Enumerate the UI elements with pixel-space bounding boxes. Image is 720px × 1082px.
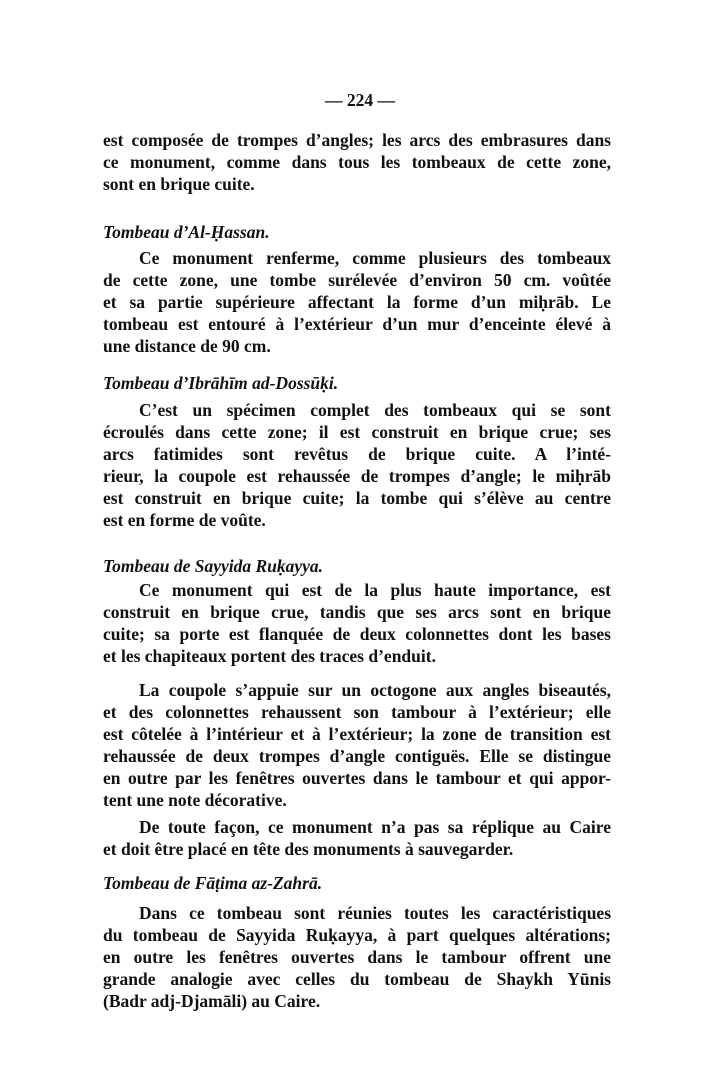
page-number: — 224 —: [325, 90, 395, 110]
paragraph: [103, 816, 611, 860]
text-line: De toute façon, ce monument n’a pas sa réplique au Caire: [139, 817, 611, 837]
text-line: ce monument, comme dans tous les tombeaux de cette zone,: [103, 152, 611, 172]
section-heading: Tombeau de Fāṭima az-Zahrā.: [103, 873, 323, 893]
text-line: rieur, la coupole est rehaussée de trompes d’angle; le miḥrāb: [103, 466, 611, 486]
paragraph: [103, 399, 611, 531]
text-line: (Badr adj-Djamāli) au Caire.: [103, 991, 321, 1011]
text-line: C’est un spécimen complet des tombeaux qui se sont: [139, 400, 611, 420]
section-heading: Tombeau d’Al-Ḥassan.: [103, 222, 270, 242]
text-line: écroulés dans cette zone; il est construit en brique crue; ses: [103, 422, 611, 442]
text-line: construit en brique crue, tandis que ses arcs sont en brique: [103, 602, 611, 622]
text-line: Ce monument renferme, comme plusieurs des tombeaux: [139, 248, 611, 268]
text-line: est côtelée à l’intérieur et à l’extérieur; la zone de transition est: [103, 724, 611, 744]
text-line: une distance de 90 cm.: [103, 336, 271, 356]
text-line: cuite; sa porte est flanquée de deux colonnettes dont les bases: [103, 624, 611, 644]
text-line: grande analogie avec celles du tombeau de Shaykh Yūnis: [103, 969, 611, 989]
text-line: est composée de trompes d’angles; les arcs des embrasures dans: [103, 130, 611, 150]
text-line: du tombeau de Sayyida Ruḳayya, à part quelques altérations;: [103, 925, 611, 945]
text-line: en outre les fenêtres ouvertes dans le tambour offrent une: [103, 947, 611, 967]
text-line: de cette zone, une tombe surélevée d’environ 50 cm. voûtée: [103, 270, 611, 290]
text-line: et des colonnettes rehaussent son tambour à l’extérieur; elle: [103, 702, 611, 722]
paragraph: [103, 129, 611, 195]
text-line: et doit être placé en tête des monuments à sauvegarder.: [103, 839, 514, 859]
text-line: Ce monument qui est de la plus haute importance, est: [139, 580, 611, 600]
text-line: La coupole s’appuie sur un octogone aux angles biseautés,: [139, 680, 611, 700]
text-line: en outre par les fenêtres ouvertes dans le tambour et qui appor-: [103, 768, 611, 788]
section-heading: Tombeau d’Ibrāhīm ad-Dossūḳi.: [103, 373, 339, 393]
paragraph: [103, 902, 611, 1012]
text-line: Dans ce tombeau sont réunies toutes les caractéristiques: [139, 903, 611, 923]
text-line: et sa partie supérieure affectant la forme d’un miḥrāb. Le: [103, 292, 611, 312]
section-heading: Tombeau de Sayyida Ruḳayya.: [103, 556, 324, 576]
text-line: est construit en brique cuite; la tombe qui s’élève au centre: [103, 488, 611, 508]
paragraph: [103, 579, 611, 667]
text-line: sont en brique cuite.: [103, 174, 255, 194]
text-line: et les chapiteaux portent des traces d’enduit.: [103, 646, 436, 666]
text-line: tombeau est entouré à l’extérieur d’un mur d’enceinte élevé à: [103, 314, 611, 334]
text-line: est en forme de voûte.: [103, 510, 266, 530]
paragraph: [103, 679, 611, 811]
text-line: rehaussée de deux trompes d’angle contiguës. Elle se distingue: [103, 746, 611, 766]
paragraph: [103, 247, 611, 357]
text-line: arcs fatimides sont revêtus de brique cuite. A l’inté-: [103, 444, 611, 464]
text-line: tent une note décorative.: [103, 790, 287, 810]
